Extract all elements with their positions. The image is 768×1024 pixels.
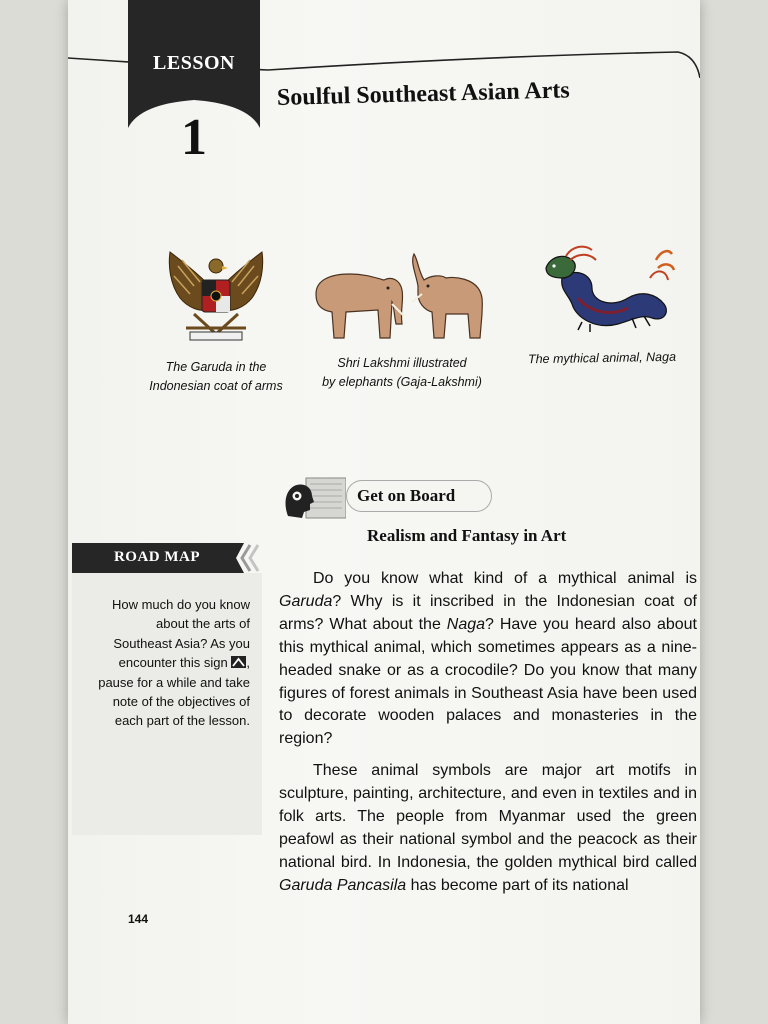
text-run: has become part of its national [406,876,629,894]
caption-line: The Garuda in the [165,360,267,374]
lesson-body-text [279,568,697,898]
caption-line: Indonesian coat of arms [149,379,283,394]
thinking-head-icon [282,476,346,520]
text-run: Do you know what kind of a mythical animal is [313,570,697,587]
text-run: ? Have you heard also about this mythical animal, which sometimes appears as a nine-headed snake or as a crocodile? Do you know that many figures of forest animals in Southeast Asia have been used to decorate wooden palaces and monasteries in the region? [279,615,698,748]
lesson-number: 1 [181,109,207,166]
elephants-icon [306,250,502,344]
caption-line: by elephants (Gaja-Lakshmi) [322,375,482,390]
body-paragraph [279,760,697,897]
road-map-label: ROAD MAP [113,549,201,565]
lesson-label: LESSON [153,52,235,74]
garuda-emblem-icon [164,246,268,344]
figure-caption-elephants [306,354,498,393]
get-on-board-label: Get on Board [346,480,492,512]
naga-dragon-icon [532,238,678,334]
text-run: ? Why is it inscribed in the Indonesian coat of arms? What about the [279,592,697,633]
caption-line: Shri Lakshmi illustrated [337,356,467,370]
figure-caption-garuda [130,358,302,397]
page-number: 144 [128,912,149,926]
mountain-sign-icon [231,656,246,668]
figure-caption-naga [514,347,690,369]
section-heading: Realism and Fantasy in Art [367,526,567,545]
body-paragraph [279,568,697,751]
road-map-text [98,595,250,731]
emphasis-term: Garuda [279,592,333,610]
emphasis-term: Garuda Pancasila [279,876,407,894]
road-map-text-part: , pause for a while and take note of the objectives of each part of the lesson. [98,655,250,729]
road-map-text-part: How much do you know about the arts of Southeast Asia? As you encounter this sign [111,597,250,671]
lesson-title: Soulful Southeast Asian Arts [276,77,570,111]
emphasis-term: Naga [446,615,486,633]
caption-line: The mythical animal, Naga [527,349,677,367]
textbook-page [68,0,700,1024]
text-run: These animal symbols are major art motifs in sculpture, painting, architecture, and even in textiles and in folk arts. The people from Myanmar used the green peafowl as their national symbol and the peacock as their national bird. In Indonesia, the golden mythical bird called [279,762,697,871]
